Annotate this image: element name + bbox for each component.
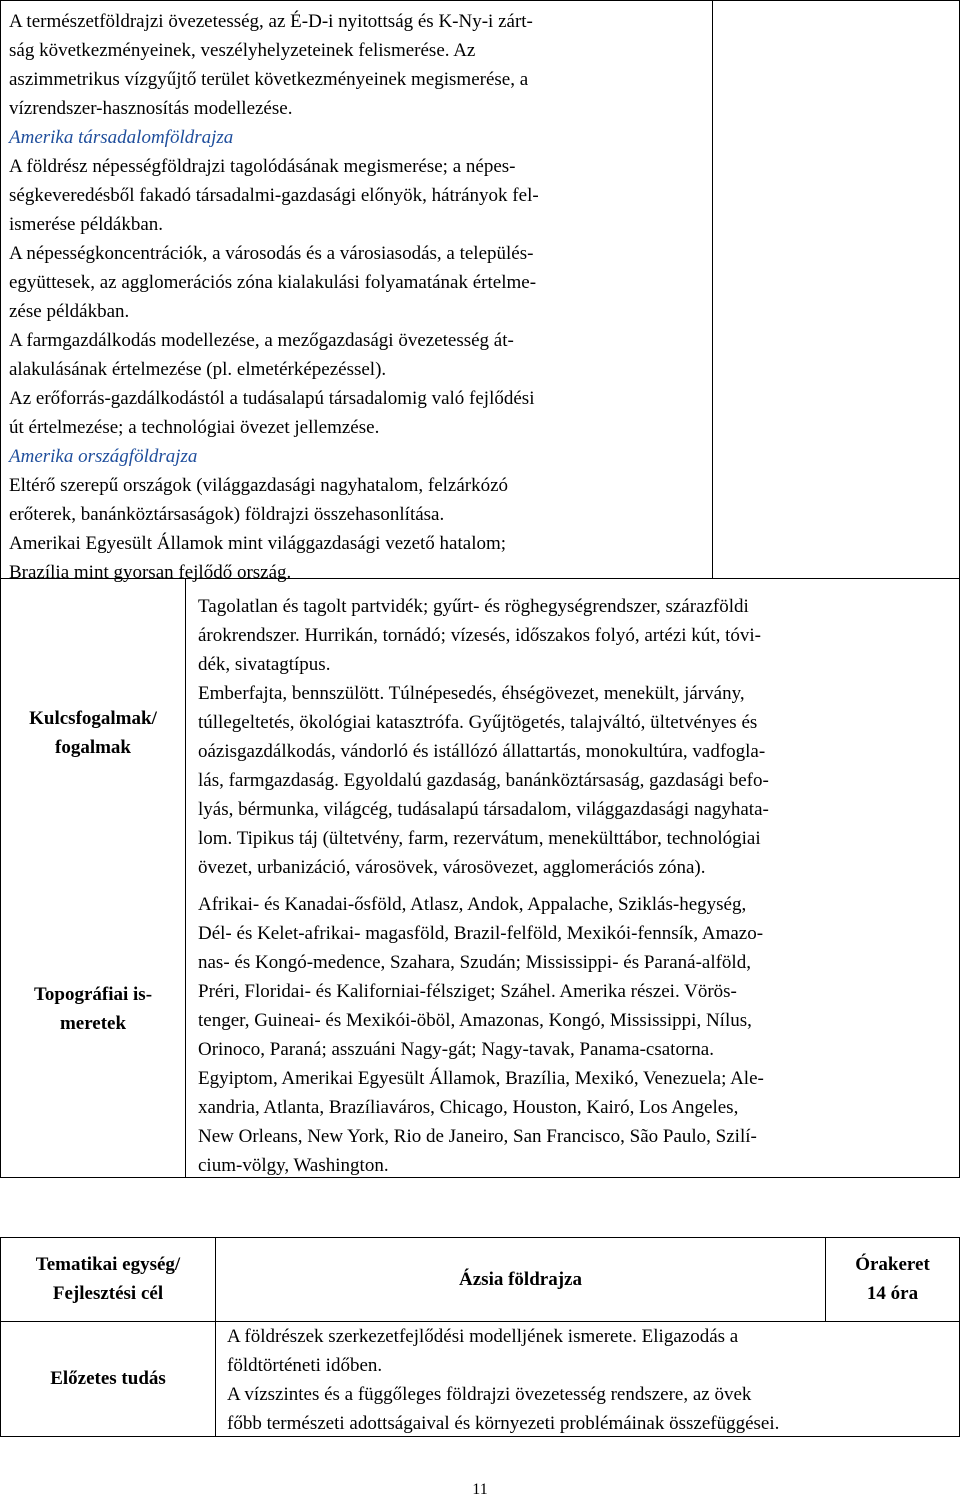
text-line: Az erőforrás-gazdálkodástól a tudásalapú társadalomig való fejlődési: [9, 388, 535, 409]
text-line: Orinoco, Paraná; asszuáni Nagy-gát; Nagy-tavak, Panama-csatorna.: [198, 1039, 714, 1060]
text-line: erőterek, banánköztársaságok) földrajzi összehasonlítása.: [9, 504, 445, 525]
key-concepts-label: [0, 704, 186, 762]
text-line: túllegeltetés, ökológiai katasztrófa. Gyűjtögetés, talajváltó, ültetvényes és: [198, 712, 758, 733]
hours-label: [825, 1250, 960, 1308]
text-line: lyás, bérmunka, világcég, tudásalapú társadalom, világgazdasági nagyhata-: [198, 799, 769, 820]
text-line: együttesek, az agglomerációs zóna kialakulási folyamatának értelme-: [9, 272, 537, 293]
label-line: Topográfiai is-: [33, 984, 153, 1005]
text-line: A természetföldrajzi övezetesség, az É-D-i nyitottság és K-Ny-i zárt-: [9, 11, 533, 32]
section-heading: Amerika országföldrajza: [9, 446, 198, 467]
text-line: Préri, Floridai- és Kaliforniai-félsziget; Száhel. Amerika részei. Vörös-: [198, 981, 737, 1002]
key-concepts-text: [198, 592, 946, 882]
text-line: Tagolatlan és tagolt partvidék; gyűrt- és röghegységrendszer, szárazföldi: [198, 596, 749, 617]
topography-text: [198, 890, 946, 1180]
text-line: xandria, Atlanta, Brazíliaváros, Chicago, Houston, Kairó, Los Angeles,: [198, 1097, 739, 1118]
unit-title: Ázsia földrajza: [459, 1269, 582, 1290]
text-line: alakulásának értelmezése (pl. elmetérképezéssel).: [9, 359, 387, 380]
prior-knowledge-text: [227, 1322, 952, 1438]
text-line: New Orleans, New York, Rio de Janeiro, San Francisco, São Paulo, Szilí-: [198, 1126, 757, 1147]
text-line: ismerése példákban.: [9, 214, 164, 235]
text-line: zése példákban.: [9, 301, 130, 322]
text-line: lom. Tipikus táj (ültetvény, farm, rezervátum, menekülttábor, technológiai: [198, 828, 761, 849]
text-line: A vízszintes és a függőleges földrajzi övezetesség rendszere, az övek: [227, 1384, 752, 1405]
prior-knowledge-label: Előzetes tudás: [50, 1368, 166, 1389]
label-line: Fejlesztési cél: [52, 1283, 164, 1304]
text-line: ság következményeinek, veszélyhelyzeteinek felismerése. Az: [9, 40, 476, 61]
label-line: Tematikai egység/: [35, 1254, 181, 1275]
text-line: övezet, urbanizáció, városövek, városövezet, agglomerációs zóna).: [198, 857, 706, 878]
text-line: A földrészek szerkezetfejlődési modelljének ismerete. Eligazodás a: [227, 1326, 739, 1347]
label-line: Órakeret: [855, 1254, 930, 1275]
text-line: cium-völgy, Washington.: [198, 1155, 389, 1176]
page-number: 11: [472, 1481, 488, 1498]
text-line: vízrendszer-hasznosítás modellezése.: [9, 98, 293, 119]
text-line: aszimmetrikus vízgyűjtő terület következményeinek megismerése, a: [9, 69, 529, 90]
text-line: tenger, Guineai- és Mexikói-öböl, Amazonas, Kongó, Mississippi, Nílus,: [198, 1010, 752, 1031]
empty-notes-cell: [712, 0, 960, 579]
text-line: A népességkoncentrációk, a városodás és a városiasodás, a település-: [9, 243, 534, 264]
text-line: nas- és Kongó-medence, Szahara, Szudán; Mississippi- és Paraná-alföld,: [198, 952, 751, 973]
text-line: Amerikai Egyesült Államok mint világgazdasági vezető hatalom;: [9, 533, 507, 554]
text-line: út értelmezése; a technológiai övezet jellemzése.: [9, 417, 380, 438]
label-line: fogalmak: [55, 737, 131, 758]
curriculum-text-block: [9, 7, 709, 587]
text-line: árokrendszer. Hurrikán, tornádó; vízesés, időszakos folyó, artézi kút, tóvi-: [198, 625, 761, 646]
label-line: Kulcsfogalmak/: [29, 708, 157, 729]
text-line: Egyiptom, Amerikai Egyesült Államok, Brazília, Mexikó, Venezuela; Ale-: [198, 1068, 764, 1089]
thematic-unit-label: [0, 1250, 216, 1308]
text-line: földtörténeti időben.: [227, 1355, 383, 1376]
text-line: A farmgazdálkodás modellezése, a mezőgazdasági övezetesség át-: [9, 330, 514, 351]
text-line: oázisgazdálkodás, vándorló és istállózó állattartás, monokultúra, vadfogla-: [198, 741, 766, 762]
text-line: lás, farmgazdaság. Egyoldalú gazdaság, banánköztársaság, gazdasági befo-: [198, 770, 769, 791]
label-line: meretek: [59, 1013, 127, 1034]
text-line: Emberfajta, bennszülött. Túlnépesedés, éhségövezet, menekült, járvány,: [198, 683, 745, 704]
text-line: Afrikai- és Kanadai-ősföld, Atlasz, Andok, Appalache, Sziklás-hegység,: [198, 894, 747, 915]
text-line: Dél- és Kelet-afrikai- magasföld, Brazil-felföld, Mexikói-fennsík, Amazo-: [198, 923, 764, 944]
hours-value: 14 óra: [866, 1283, 919, 1304]
text-line: Eltérő szerepű országok (világgazdasági nagyhatalom, felzárkózó: [9, 475, 509, 496]
text-line: dék, sivatagtípus.: [198, 654, 331, 675]
text-line: A földrész népességföldrajzi tagolódásának megismerése; a népes-: [9, 156, 516, 177]
text-line: főbb természeti adottságaival és környezeti problémáinak összefüggései.: [227, 1413, 780, 1434]
topography-label: [0, 980, 186, 1038]
section-heading: Amerika társadalomföldrajza: [9, 127, 234, 148]
concepts-label-column: [0, 579, 186, 1178]
text-line: Brazília mint gyorsan fejlődő ország.: [9, 562, 292, 583]
text-line: ségkeveredésből fakadó társadalmi-gazdasági előnyök, hátrányok fel-: [9, 185, 539, 206]
curriculum-continuation-cell: [0, 0, 713, 583]
